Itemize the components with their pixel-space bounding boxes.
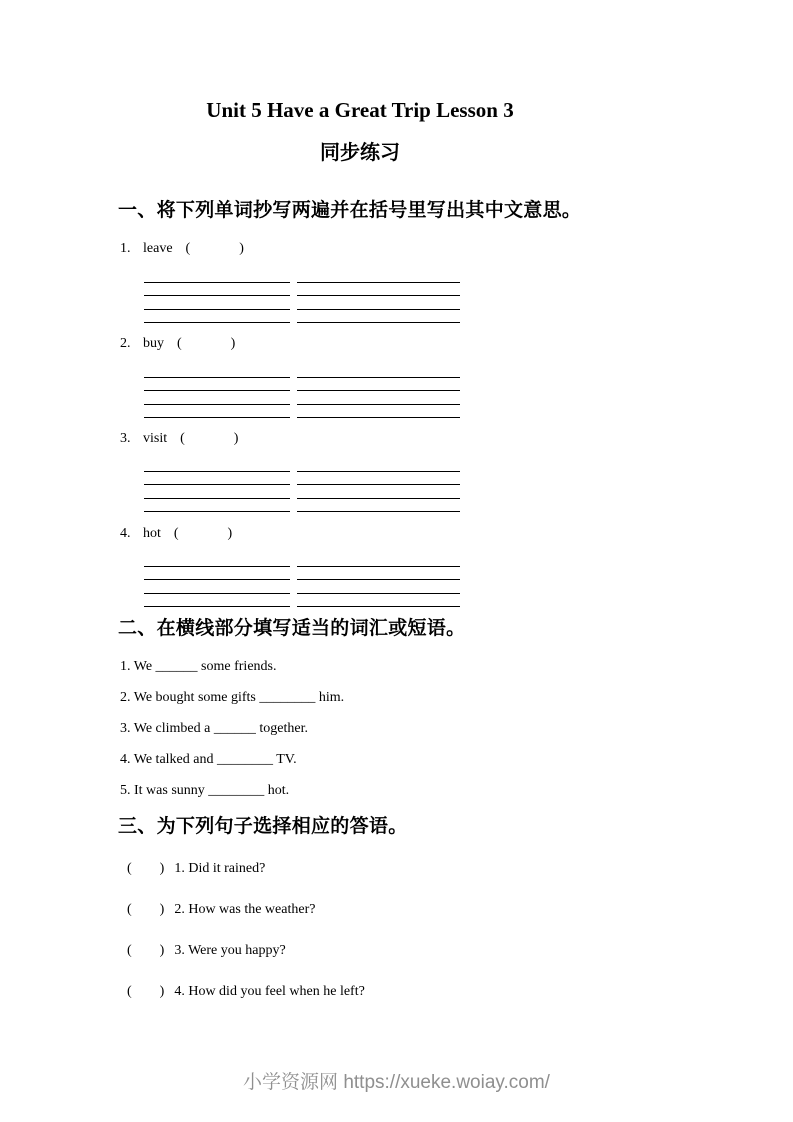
word-leave: leave [143,241,173,256]
writing-line [144,553,290,567]
writing-line [144,594,290,608]
writing-line [297,458,460,472]
writing-line [297,567,460,581]
writing-line [297,553,460,567]
writing-line [144,580,290,594]
meaning-bracket: ( ) [185,241,244,256]
writing-line-row [144,580,460,594]
writing-line [297,594,460,608]
word-item-buy [120,336,235,352]
writing-line [144,269,290,283]
section2-heading: 二、在横线部分填写适当的词汇或短语。 [118,618,466,639]
writing-lines-buy [144,364,460,418]
meaning-bracket: ( ) [173,526,233,541]
writing-line-row [144,391,460,405]
fill-blank-sentence-5: 5. It was sunny ________ hot. [120,783,290,798]
item-number: 3. [120,431,131,446]
fill-blank-sentence-4: 4. We talked and ________ TV. [120,752,297,767]
fill-blank-sentence-1: 1. We ______ some friends. [120,659,277,674]
section1-heading: 一、将下列单词抄写两遍并在括号里写出其中文意思。 [118,200,582,221]
writing-line [297,580,460,594]
writing-line [144,310,290,324]
writing-line [297,310,460,324]
question-text: 2. How was the weather? [174,902,316,917]
item-number: 2. [120,336,131,351]
writing-line-row [144,485,460,499]
word-item-hot [120,526,232,542]
word-hot: hot [143,526,161,541]
answer-bracket: ( ) [127,984,165,999]
writing-line-row [144,269,460,283]
question-text: 3. Were you happy? [174,943,286,958]
writing-line [144,296,290,310]
writing-line [144,485,290,499]
writing-line-row [144,405,460,419]
page-title: Unit 5 Have a Great Trip Lesson 3 [206,98,514,122]
word-item-visit [120,431,238,447]
answer-bracket: ( ) [127,943,165,958]
question-text: 4. How did you feel when he left? [174,984,365,999]
writing-line-row [144,499,460,513]
writing-line [144,364,290,378]
writing-line [144,472,290,486]
writing-lines-visit [144,458,460,512]
answer-bracket: ( ) [127,861,165,876]
writing-line [297,283,460,297]
writing-line [144,283,290,297]
fill-blank-sentence-3: 3. We climbed a ______ together. [120,721,308,736]
writing-line [297,391,460,405]
match-question-3 [127,943,286,959]
footer-watermark: 小学资源网 https://xueke.woiay.com/ [243,1072,550,1093]
writing-line-row [144,594,460,608]
word-visit: visit [143,431,168,446]
writing-line [297,472,460,486]
writing-line [297,485,460,499]
writing-line [297,378,460,392]
writing-line [144,567,290,581]
writing-line [144,391,290,405]
writing-line [144,378,290,392]
writing-lines-leave [144,269,460,323]
writing-line [144,458,290,472]
writing-line-row [144,296,460,310]
writing-line [297,269,460,283]
writing-line [144,499,290,513]
match-question-1 [127,861,265,877]
fill-blank-sentence-2: 2. We bought some gifts ________ him. [120,690,345,705]
writing-lines-hot [144,553,460,607]
writing-line [144,405,290,419]
writing-line [297,364,460,378]
page-subtitle: 同步练习 [320,142,400,164]
section3-heading: 三、为下列句子选择相应的答语。 [118,816,408,837]
match-question-2 [127,902,315,918]
question-text: 1. Did it rained? [174,861,266,876]
word-item-leave [120,241,244,257]
writing-line-row [144,364,460,378]
match-question-4 [127,984,365,1000]
writing-line-row [144,378,460,392]
writing-line-row [144,310,460,324]
writing-line-row [144,553,460,567]
writing-line-row [144,458,460,472]
meaning-bracket: ( ) [180,431,239,446]
writing-line-row [144,283,460,297]
writing-line [297,405,460,419]
answer-bracket: ( ) [127,902,165,917]
writing-line [297,499,460,513]
writing-line [297,296,460,310]
item-number: 1. [120,241,131,256]
meaning-bracket: ( ) [177,336,236,351]
writing-line-row [144,472,460,486]
writing-line-row [144,567,460,581]
item-number: 4. [120,526,131,541]
word-buy: buy [143,336,164,351]
